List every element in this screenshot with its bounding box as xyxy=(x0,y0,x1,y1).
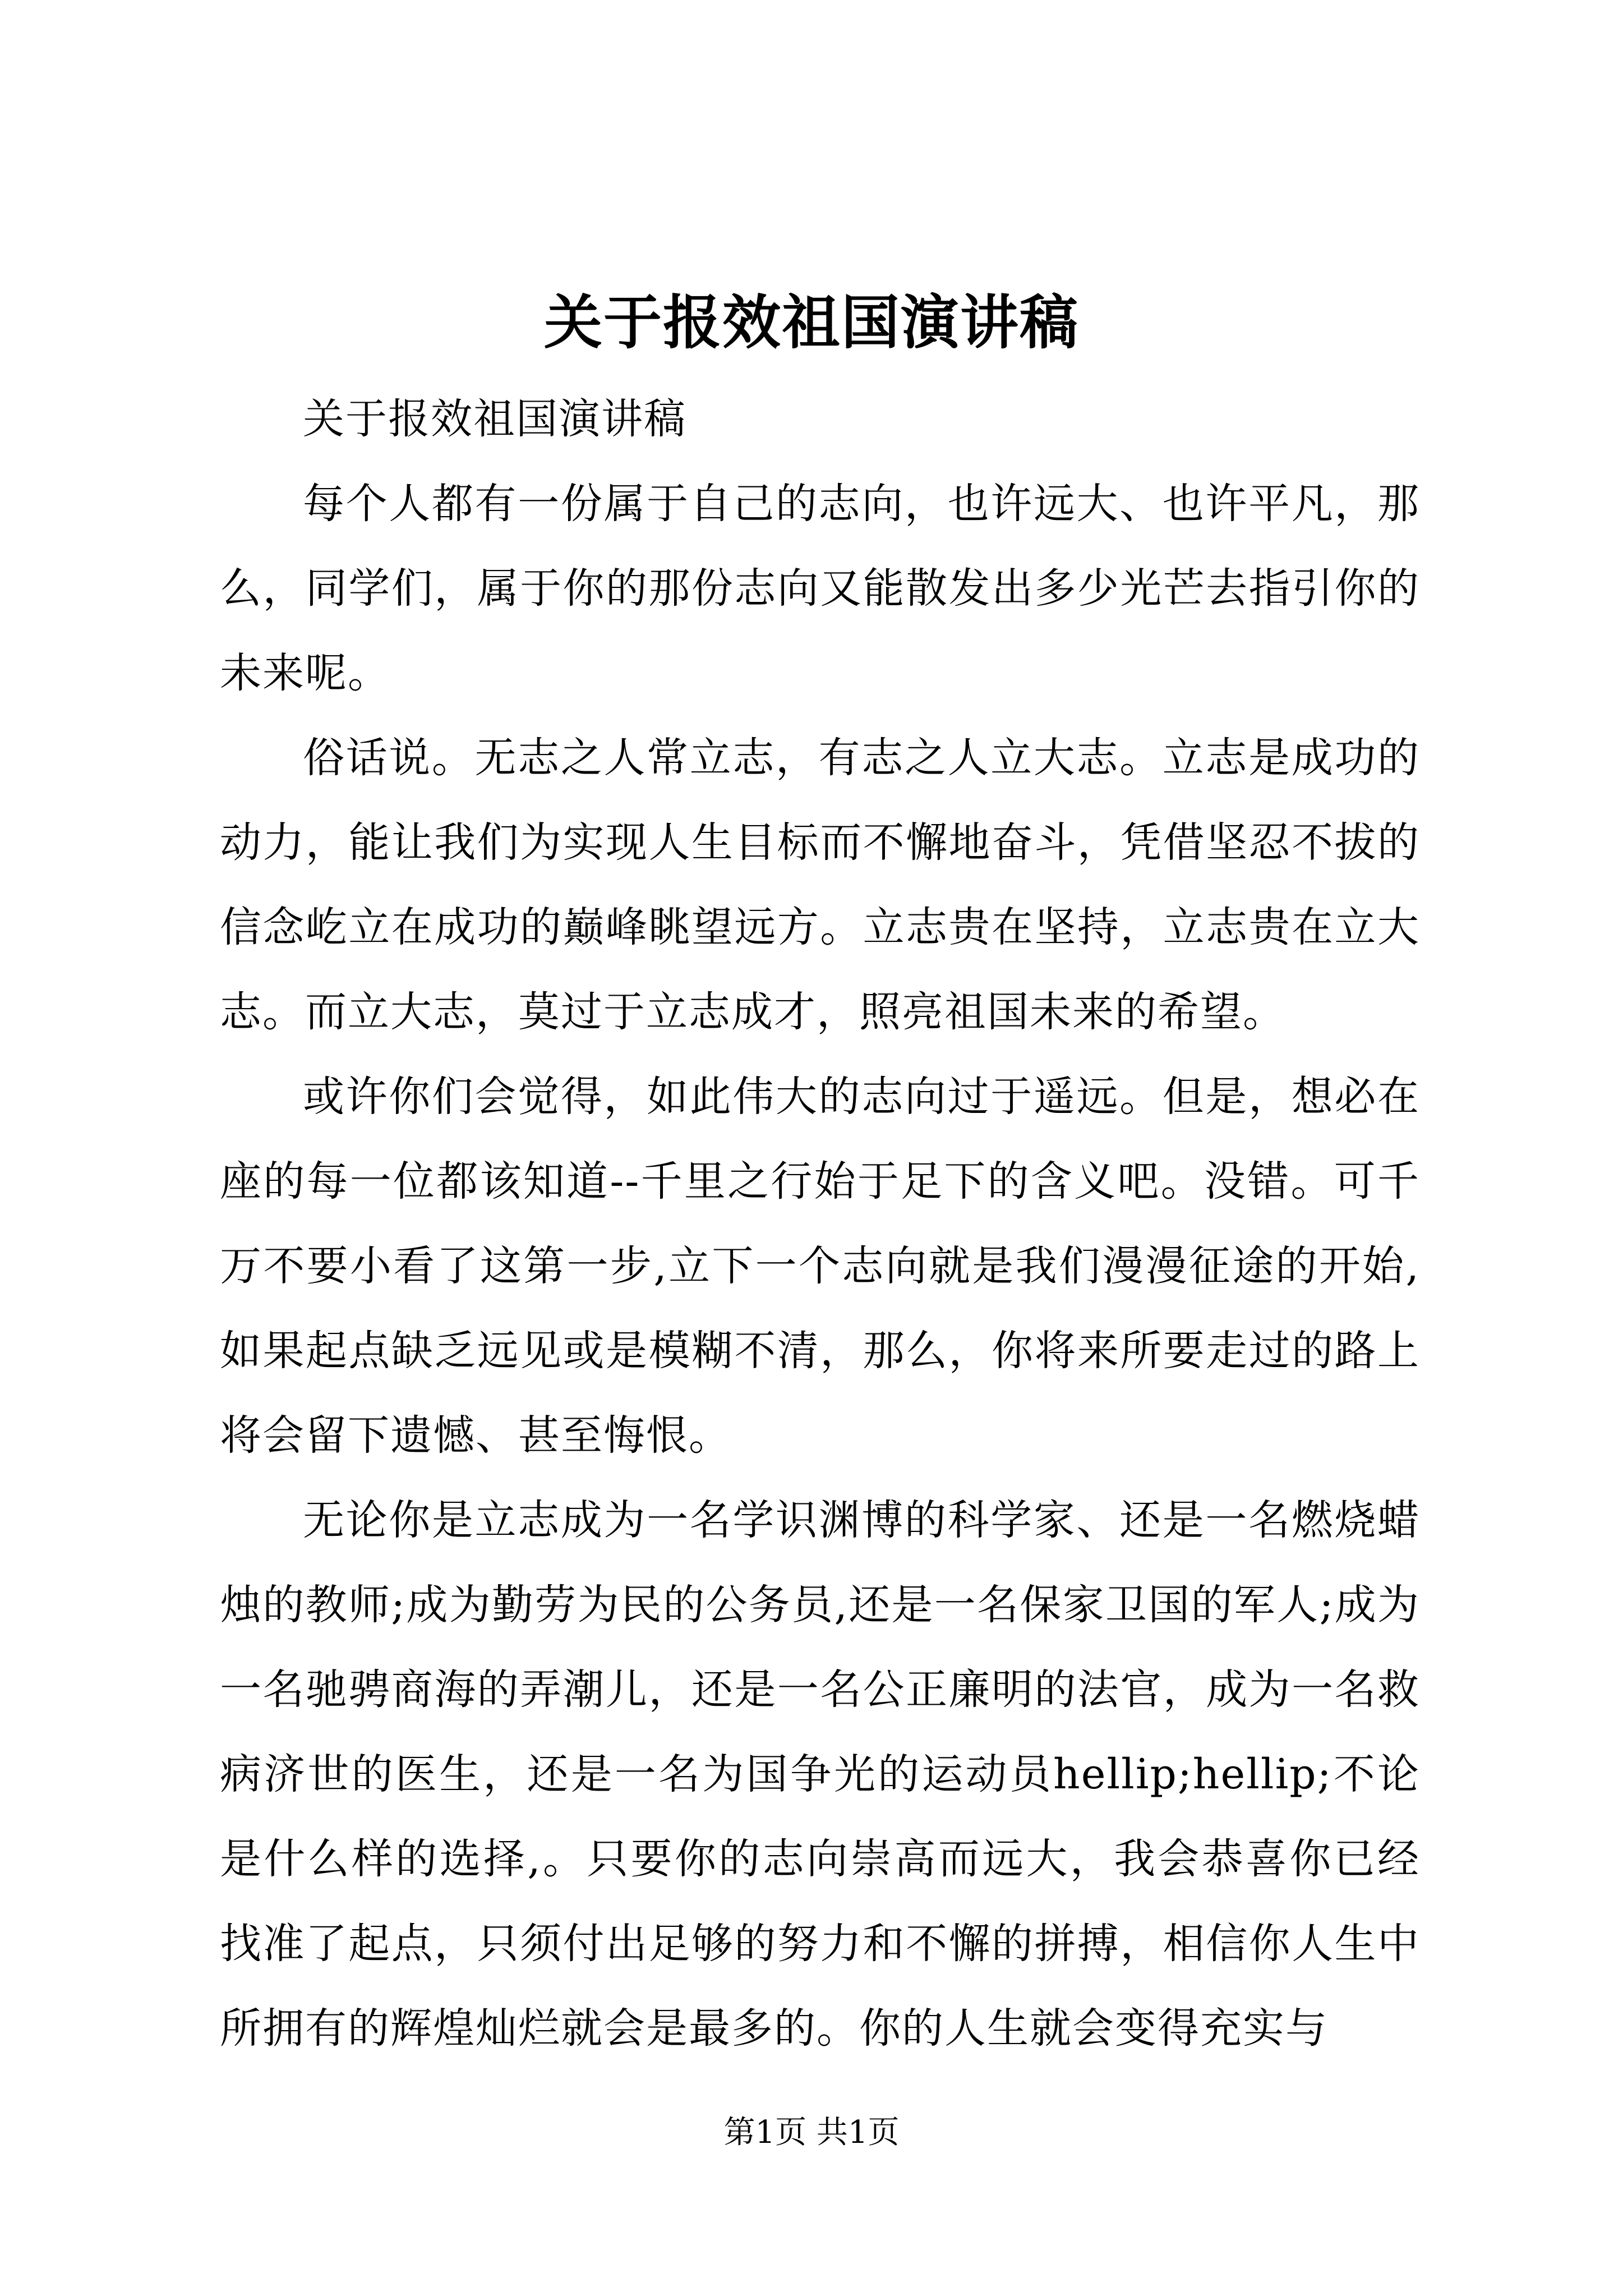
document-title: 关于报效祖国演讲稿 xyxy=(543,288,1079,357)
document-body xyxy=(220,377,1420,2071)
paragraph: 每个人都有一份属于自己的志向，也许远大、也许平凡，那么，同学们，属于你的那份志向又能散发出多少光芒去指引你的未来呢。 xyxy=(220,480,1420,697)
paragraph-subtitle: 关于报效祖国演讲稿 xyxy=(303,395,686,443)
paragraph: 俗话说。无志之人常立志，有志之人立大志。立志是成功的动力，能让我们为实现人生目标而不懈地奋斗，凭借坚忍不拔的信念屹立在成功的巅峰眺望远方。立志贵在坚持，立志贵在立大志。而立大志，莫过于立志成才，照亮祖国未来的希望。 xyxy=(220,734,1420,1036)
page-footer: 第1页 共1页 xyxy=(723,2114,900,2151)
paragraph: 或许你们会觉得，如此伟大的志向过于遥远。但是，想必在座的每一位都该知道--千里之行始于足下的含义吧。没错。可千万不要小看了这第一步,立下一个志向就是我们漫漫征途的开始,如果起点缺乏远见或是模糊不清，那么，你将来所要走过的路上将会留下遗憾、甚至悔恨。 xyxy=(220,1073,1420,1460)
paragraph: 无论你是立志成为一名学识渊博的科学家、还是一名燃烧蜡烛的教师;成为勤劳为民的公务员,还是一名保家卫国的军人;成为一名驰骋商海的弄潮儿，还是一名公正廉明的法官，成为一名救病济世的医生，还是一名为国争光的运动员hellip;hellip;不论是什么样的选择,。只要你的志向崇高而远大，我会恭喜你已经找准了起点，只须付出足够的努力和不懈的拼搏，相信你人生中所拥有的辉煌灿烂就会是最多的。你的人生就会变得充实与 xyxy=(220,1496,1420,2053)
